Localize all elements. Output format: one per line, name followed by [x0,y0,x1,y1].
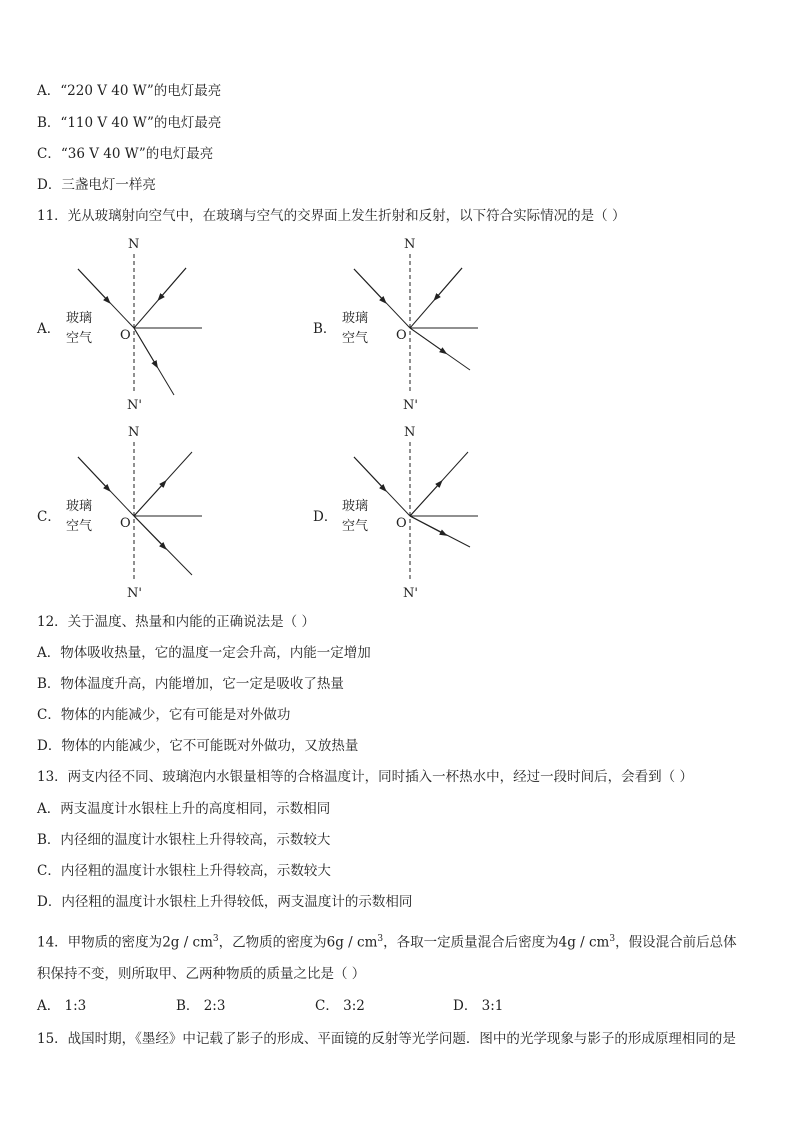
origin-label: O [396,516,407,531]
q14-exp-2: 3 [377,934,384,944]
q11-diagram-c [60,420,210,605]
glass-label: 玻璃 [342,499,369,514]
air-label: 空气 [342,519,369,534]
q13-option-c: C．内径粗的温度计水银柱上升得较高，示数较大 [37,863,331,879]
q10-option-c: C．“36 V 40 W”的电灯最亮 [37,146,214,162]
q12-option-d: D．物体的内能减少，它不可能既对外做功，又放热量 [37,738,359,754]
q10-option-b: B．“110 V 40 W”的电灯最亮 [37,115,222,131]
normal-bottom-label: N' [127,398,142,413]
normal-top-label: N [128,237,140,252]
q11-stem: 11．光从玻璃射向空气中，在玻璃与空气的交界面上发生折射和反射，以下符合实际情况的是（ ） [37,208,626,224]
air-label: 空气 [66,331,93,346]
normal-top-label: N [404,425,416,440]
q10-option-a: A．“220 V 40 W”的电灯最亮 [37,83,222,99]
glass-label: 玻璃 [342,311,369,326]
q12-option-b: B．物体温度升高，内能增加，它一定是吸收了热量 [37,676,344,692]
q13-stem: 13．两支内径不同、玻璃泡内水银量相等的合格温度计，同时插入一杯热水中，经过一段时间后，会看到（ ） [37,769,693,785]
q14-option-d: D． 3:1 [453,998,504,1014]
q14-option-b: B． 2:3 [176,998,226,1014]
normal-bottom-label: N' [127,586,142,601]
q12-option-a: A．物体吸收热量，它的温度一定会升高，内能一定增加 [37,645,371,661]
q10-option-d: D．三盏电灯一样亮 [37,177,156,193]
q13-option-d: D．内径粗的温度计水银柱上升得较低，两支温度计的示数相同 [37,894,413,910]
q14-text-2: ，乙物质的密度为 [218,934,327,951]
q14-stem-line2: 积保持不变，则所取甲、乙两种物质的质量之比是（ ） [37,966,366,982]
q14-text-3: ，各取一定质量混合后密度为 [383,934,559,951]
q14-density-1: 2g / cm [162,934,213,951]
glass-label: 玻璃 [66,499,93,514]
q12-option-c: C．物体的内能减少，它有可能是对外做功 [37,707,291,723]
q14-text-1: 14．甲物质的密度为 [37,934,163,951]
q11-option-c-letter: C． [37,509,61,525]
normal-bottom-label: N' [403,398,418,413]
origin-label: O [396,328,407,343]
q11-diagram-a [60,232,210,417]
q11-diagram-b [336,232,486,417]
glass-label: 玻璃 [66,311,93,326]
q14-option-a: A． 1:3 [37,998,87,1014]
origin-label: O [120,328,131,343]
q15-stem: 15．战国时期，《墨经》中记载了影子的形成、平面镜的反射等光学问题．图中的光学现象与影子的形成原理相同的是 [37,1031,736,1047]
q14-density-2: 6g / cm [326,934,378,951]
q11-option-d-letter: D． [313,509,338,525]
normal-bottom-label: N' [403,586,418,601]
q14-density-3: 4g / cm [558,934,610,951]
q14-exp-3: 3 [609,934,616,944]
q12-stem: 12．关于温度、热量和内能的正确说法是（ ） [37,614,315,630]
q13-option-b: B．内径细的温度计水银柱上升得较高，示数较大 [37,832,331,848]
q14-stem-line1 [37,930,737,952]
normal-top-label: N [128,425,140,440]
q11-diagram-d [336,420,486,605]
q14-exp-1: 3 [212,934,219,944]
air-label: 空气 [342,331,369,346]
q11-option-a-letter: A． [37,321,61,337]
q14-text-4: ，假设混合前后总体 [615,934,737,951]
q13-option-a: A．两支温度计水银柱上升的高度相同，示数相同 [37,801,331,817]
q11-option-b-letter: B． [313,321,337,337]
air-label: 空气 [66,519,93,534]
normal-top-label: N [404,237,416,252]
origin-label: O [120,516,131,531]
q14-option-c: C． 3:2 [315,998,365,1014]
